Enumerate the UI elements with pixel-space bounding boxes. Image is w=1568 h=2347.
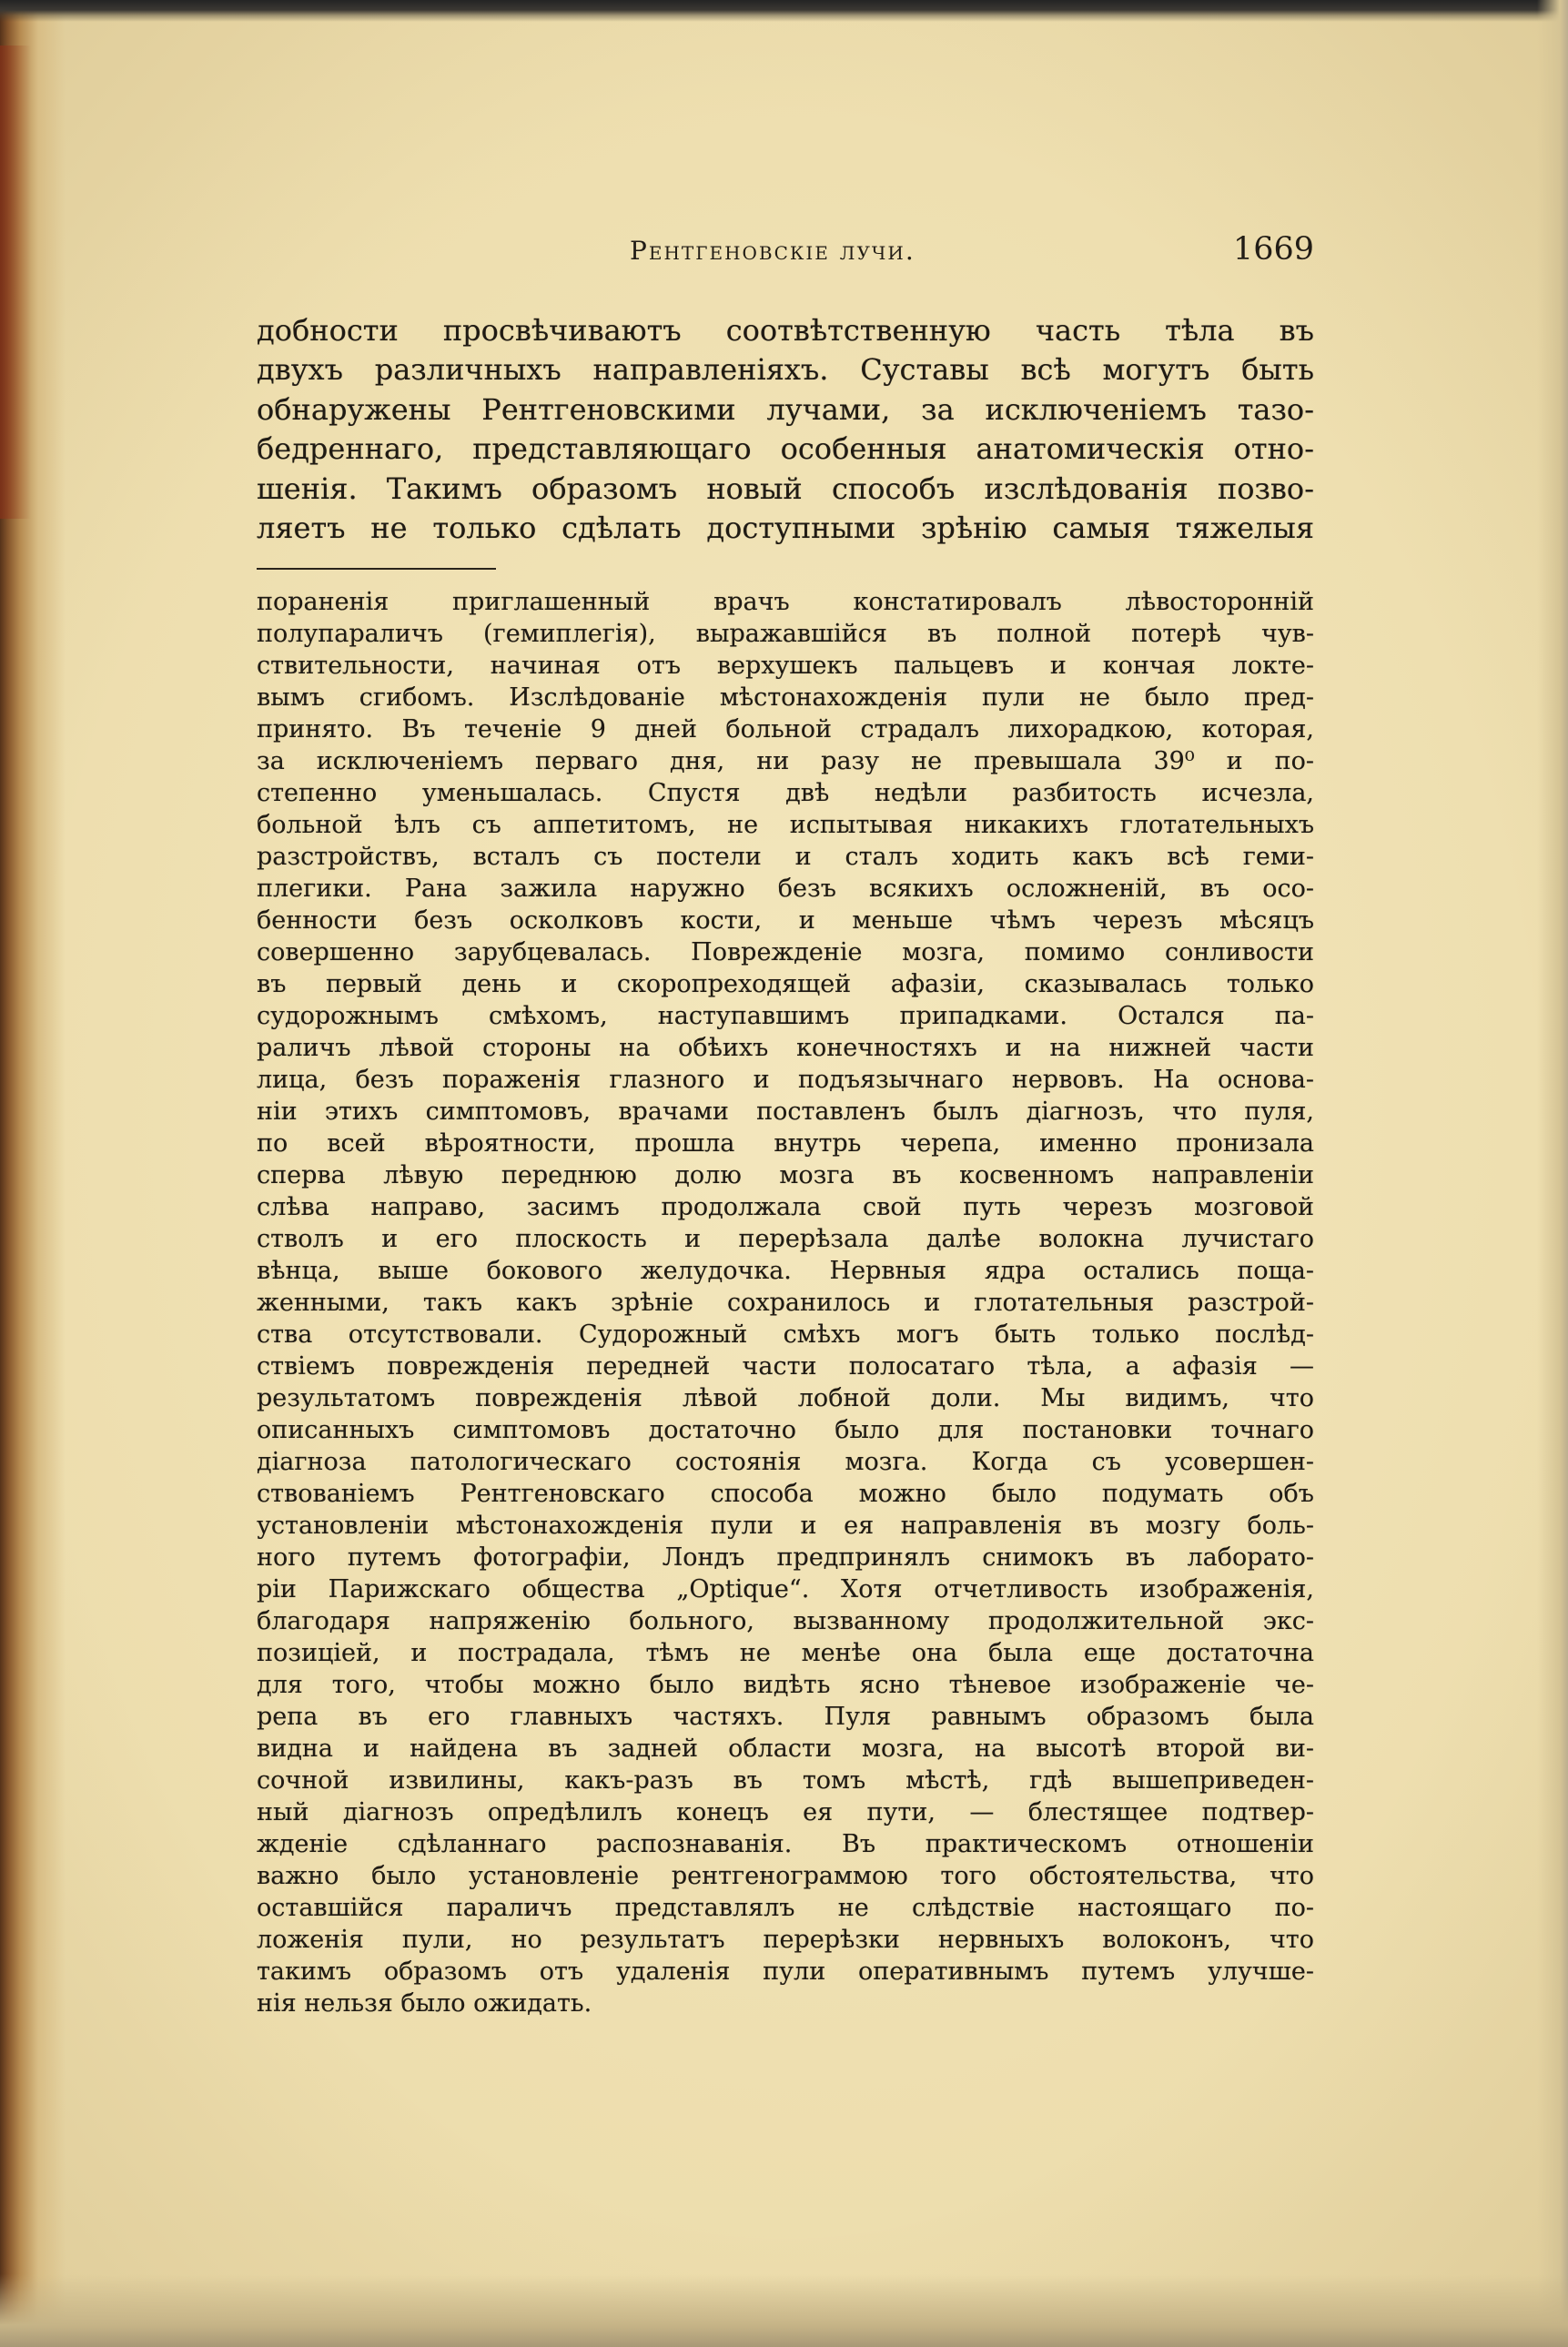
footnote-line: въ первый день и скоропреходящей афазіи, сказывалась только: [257, 969, 1314, 998]
page-edge-top: [0, 0, 1568, 22]
footnote-line: для того, чтобы можно было видѣть ясно тѣневое изображеніе че-: [257, 1671, 1314, 1700]
body-line: шенія. Такимъ образомъ новый способъ изслѣдованія позво-: [257, 470, 1314, 506]
footnote-line: разстройствъ, всталъ съ постели и сталъ ходить какъ всѣ геми-: [257, 842, 1314, 871]
footnote-line: ствованіемъ Рентгеновскаго способа можно было подумать объ: [257, 1479, 1314, 1508]
footnote-line: нія нельзя было ожидать.: [257, 1989, 592, 2018]
footnote-line: бенности безъ осколковъ кости, и меньше чѣмъ черезъ мѣсяцъ: [257, 905, 1314, 935]
body-text: [257, 311, 1314, 548]
footnote-line: описанныхъ симптомовъ достаточно было для постановки точнаго: [257, 1415, 1314, 1444]
footnote-line: вымъ сгибомъ. Изслѣдованіе мѣстонахожденія пули не было пред-: [257, 683, 1314, 712]
footnote-line: важно было установленіе рентгенограммою того обстоятельства, что: [257, 1862, 1314, 1891]
footnote-line: пораненія приглашенный врачъ констатировалъ лѣвосторонній: [257, 587, 1314, 616]
footnote-line: оставшійся параличъ представлялъ не слѣдствіе настоящаго по-: [257, 1894, 1314, 1923]
footnote-line: ного путемъ фотографіи, Лондъ предпринялъ снимокъ въ лаборато-: [257, 1543, 1314, 1572]
page-header: [257, 229, 1314, 273]
footnote-line: сперва лѣвую переднюю долю мозга въ косвенномъ направленіи: [257, 1160, 1314, 1189]
footnote-line: ложенія пули, но результатъ перерѣзки нервныхъ волоконъ, что: [257, 1926, 1314, 1955]
body-line: двухъ различныхъ направленіяхъ. Суставы всѣ могутъ быть: [257, 352, 1314, 388]
footnote-line: принято. Въ теченіе 9 дней больной страдалъ лихорадкою, которая,: [257, 714, 1314, 744]
page-number: 1669: [1232, 231, 1314, 268]
footnote-line: діагноза патологическаго состоянія мозга. Когда съ усовершен-: [257, 1447, 1314, 1476]
footnote-line: полупараличъ (гемиплегія), выражавшійся въ полной потерѣ чув-: [257, 619, 1314, 648]
body-line: обнаружены Рентгеновскими лучами, за исключеніемъ тазо-: [257, 391, 1314, 427]
footnote-line: плегики. Рана зажила наружно безъ всякихъ осложненій, въ осо-: [257, 874, 1314, 903]
footnote-line: раличъ лѣвой стороны на обѣихъ конечностяхъ и на нижней части: [257, 1033, 1314, 1062]
footnote-line: благодаря напряженію больного, вызванному продолжительной экс-: [257, 1607, 1314, 1635]
footnote-line: позиціей, и пострадала, тѣмъ не менѣе она была еще достаточна: [257, 1639, 1314, 1668]
body-line: ляетъ не только сдѣлать доступными зрѣнію самыя тяжелыя: [257, 510, 1314, 545]
body-line: бедреннаго, представляющаго особенныя анатомическія отно-: [257, 431, 1314, 467]
page-edge-bottom: [0, 2274, 1568, 2347]
footnote-line: видна и найдена въ задней области мозга, на высотѣ второй ви-: [257, 1735, 1314, 1764]
footnote-line: по всей вѣроятности, прошла внутрь черепа, именно пронизала: [257, 1128, 1314, 1158]
footnote-line: такимъ образомъ отъ удаленія пули оперативнымъ путемъ улучше-: [257, 1958, 1314, 1987]
footnote-line: женными, такъ какъ зрѣніе сохранилось и глотательныя разстрой-: [257, 1288, 1314, 1317]
footnote-line: ства отсутствовали. Судорожный смѣхъ могъ быть только послѣд-: [257, 1320, 1314, 1349]
footnote-line: ріи Парижскаго общества „Optique“. Хотя отчетливость изображенія,: [257, 1574, 1314, 1603]
page-edge-right: [1537, 0, 1568, 2347]
footnote-line: совершенно зарубцевалась. Поврежденіе мозга, помимо сонливости: [257, 937, 1314, 966]
footnote-line: результатомъ поврежденія лѣвой лобной доли. Мы видимъ, что: [257, 1383, 1314, 1412]
footnote-line: судорожнымъ смѣхомъ, наступавшимъ припадками. Остался па-: [257, 1001, 1314, 1030]
footnote-line: степенно уменьшалась. Спустя двѣ недѣли разбитость исчезла,: [257, 778, 1314, 807]
footnote-line: за исключеніемъ перваго дня, ни разу не превышала 39⁰ и по-: [257, 746, 1314, 775]
footnote-line: ствительности, начиная отъ верхушекъ пальцевъ и кончая локте-: [257, 651, 1314, 680]
footnote-line: сочной извилины, какъ-разъ въ томъ мѣстѣ, гдѣ вышеприведен-: [257, 1766, 1314, 1796]
footnote-line: ный діагнозъ опредѣлилъ конецъ ея пути, — блестящее подтвер-: [257, 1798, 1314, 1827]
footnote-line: ствіемъ поврежденія передней части полосатаго тѣла, а афазія —: [257, 1351, 1314, 1381]
footnote-line: лица, безъ пораженія глазного и подъязычнаго нервовъ. На основа-: [257, 1065, 1314, 1094]
footnote-line: установленіи мѣстонахожденія пули и ея направленія въ мозгу боль-: [257, 1511, 1314, 1540]
running-head: Рентгеновскіе лучи.: [630, 236, 916, 266]
footnote-rule: [257, 568, 496, 570]
footnote-line: жденіе сдѣланнаго распознаванія. Въ практическомъ отношеніи: [257, 1830, 1314, 1859]
binding-stain: [0, 46, 31, 519]
footnote-line: слѣва направо, засимъ продолжала свой путь черезъ мозговой: [257, 1192, 1314, 1221]
body-line: добности просвѣчиваютъ соотвѣтственную часть тѣла въ: [257, 313, 1314, 348]
footnote-line: репа въ его главныхъ частяхъ. Пуля равнымъ образомъ была: [257, 1703, 1314, 1732]
footnote-line: стволъ и его плоскость и перерѣзала далѣе волокна лучистаго: [257, 1224, 1314, 1253]
footnote-line: вѣнца, выше бокового желудочка. Нервныя ядра остались поща-: [257, 1256, 1314, 1285]
footnote-line: больной ѣлъ съ аппетитомъ, не испытывая никакихъ глотательныхъ: [257, 810, 1314, 839]
footnote: [257, 586, 1314, 2020]
footnote-line: ніи этихъ симптомовъ, врачами поставленъ былъ діагнозъ, что пуля,: [257, 1097, 1314, 1126]
